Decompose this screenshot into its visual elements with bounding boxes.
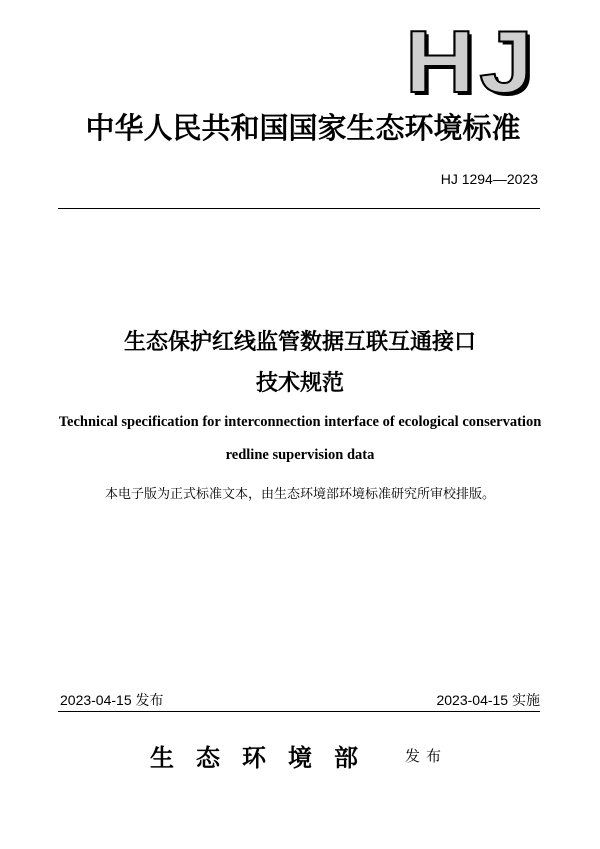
standard-series-title: 中华人民共和国国家生态环境标准 <box>85 111 521 145</box>
publish-date: 2023-04-15 发布 <box>60 692 164 708</box>
bottom-rule <box>58 711 540 712</box>
title-zh-line1: 生态保护红线监管数据互联互通接口 <box>123 330 476 355</box>
issuer: 生态环境部 <box>150 743 380 772</box>
issuer-suffix: 发布 <box>405 747 448 765</box>
standard-code: HJ 1294—2023 <box>440 171 538 187</box>
implement-date: 2023-04-15 实施 <box>436 692 540 708</box>
title-zh-line2: 技术规范 <box>255 371 344 396</box>
title-en-line2: redline supervision data <box>225 447 375 463</box>
edition-note: 本电子版为正式标准文本，由生态环境部环境标准研究所审校排版。 <box>104 487 495 502</box>
top-rule <box>58 208 540 209</box>
hj-logo: HJ <box>405 12 538 111</box>
title-en-line1: Technical specification for interconnection interface of ecological conservation <box>58 414 542 430</box>
